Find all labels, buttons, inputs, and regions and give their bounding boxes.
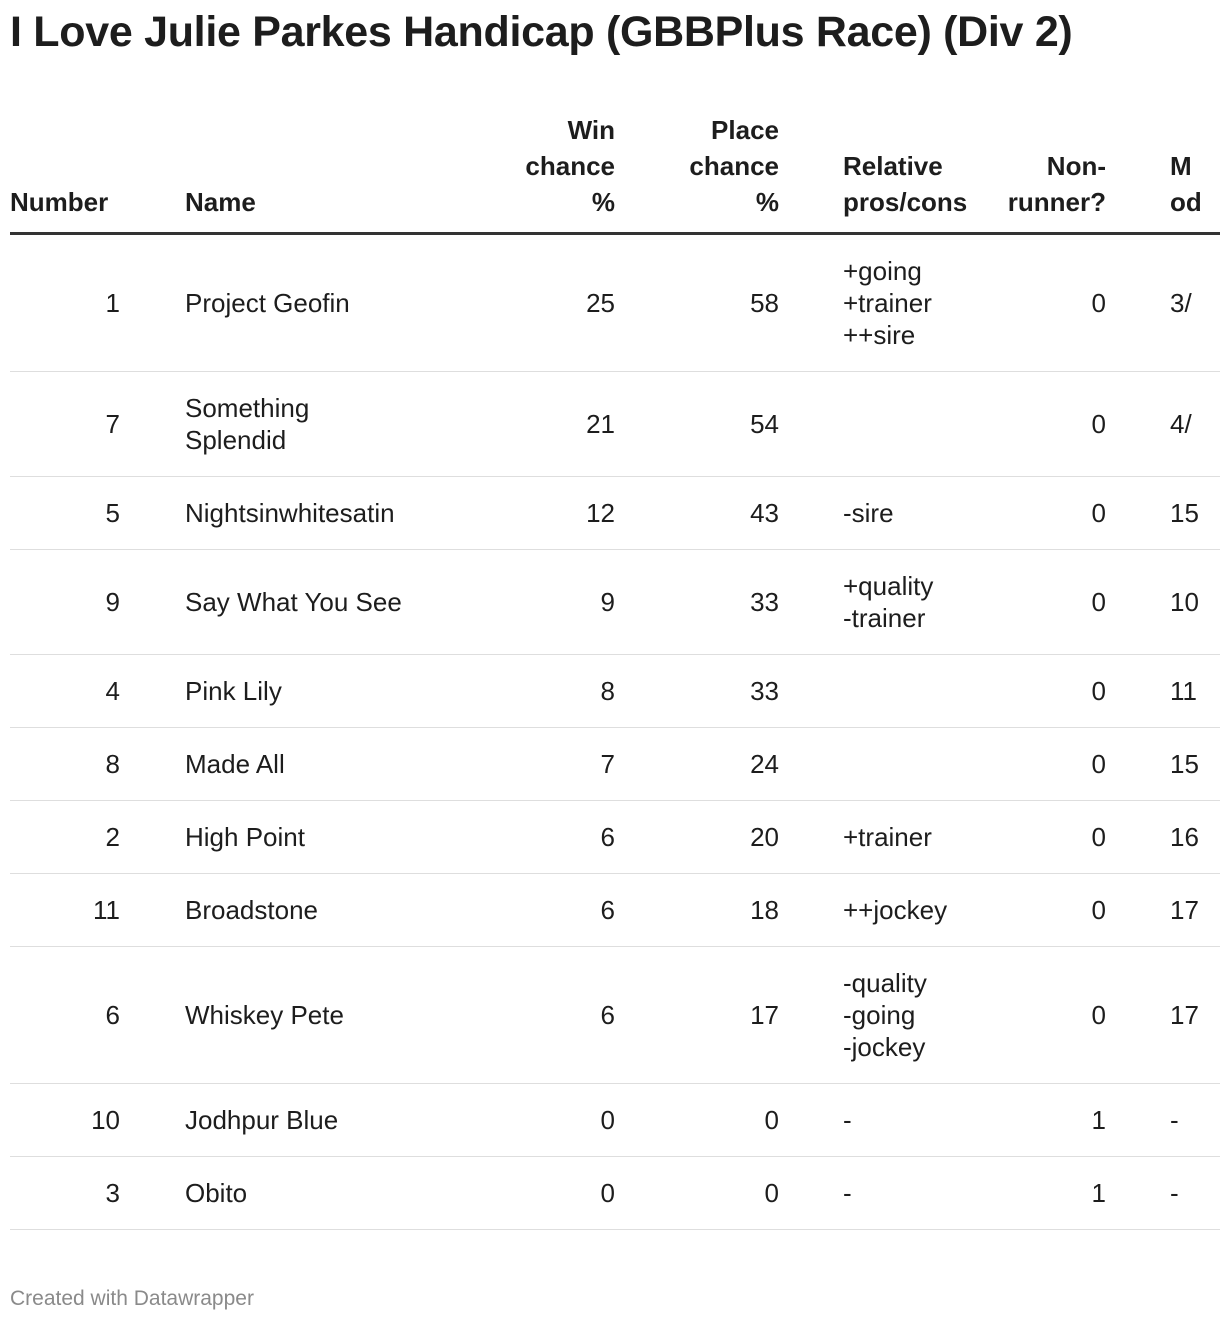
column-header-line: pros/cons <box>843 187 968 217</box>
column-header-line: od <box>1170 187 1202 217</box>
cell-nonrunner: 1 <box>959 1084 1106 1157</box>
column-header-number <box>10 112 185 234</box>
cell-number: 9 <box>10 550 185 655</box>
cell-place: 18 <box>615 874 779 947</box>
cell-relative-line: +trainer <box>843 288 932 318</box>
cell-odds: 17 <box>1106 874 1220 947</box>
cell-relative-line: +quality <box>843 571 934 601</box>
cell-name-line: Broadstone <box>185 895 318 925</box>
cell-win: 9 <box>480 550 615 655</box>
cell-name <box>185 655 480 728</box>
column-header-line: chance <box>525 151 615 181</box>
cell-win: 12 <box>480 477 615 550</box>
cell-relative-line: +trainer <box>843 822 932 852</box>
cell-name <box>185 728 480 801</box>
cell-number: 1 <box>10 234 185 372</box>
datawrapper-credit: Created with Datawrapper <box>10 1287 254 1310</box>
cell-odds: 15 <box>1106 728 1220 801</box>
cell-relative-line: +going <box>843 256 922 286</box>
cell-relative-line: -jockey <box>843 1032 926 1062</box>
header-row <box>10 112 1220 234</box>
cell-win: 6 <box>480 801 615 874</box>
cell-place: 0 <box>615 1084 779 1157</box>
cell-name-line: Whiskey Pete <box>185 1000 344 1030</box>
runners-table <box>10 112 1220 1230</box>
cell-relative-line: - <box>843 1105 852 1135</box>
column-header-name <box>185 112 480 234</box>
cell-name-line: Project Geofin <box>185 288 350 318</box>
cell-number: 11 <box>10 874 185 947</box>
cell-number: 6 <box>10 947 185 1084</box>
cell-place: 33 <box>615 550 779 655</box>
cell-place: 24 <box>615 728 779 801</box>
cell-nonrunner: 1 <box>959 1157 1106 1230</box>
cell-number: 2 <box>10 801 185 874</box>
table-row <box>10 234 1220 372</box>
cell-number: 4 <box>10 655 185 728</box>
table-row <box>10 874 1220 947</box>
cell-nonrunner: 0 <box>959 477 1106 550</box>
cell-place: 33 <box>615 655 779 728</box>
cell-name-line: Obito <box>185 1178 248 1208</box>
cell-name <box>185 947 480 1084</box>
cell-win: 6 <box>480 947 615 1084</box>
column-header-win <box>480 112 615 234</box>
table-row <box>10 1084 1220 1157</box>
cell-odds: 10 <box>1106 550 1220 655</box>
table-body <box>10 234 1220 1230</box>
cell-name <box>185 1157 480 1230</box>
cell-win: 0 <box>480 1157 615 1230</box>
cell-win: 21 <box>480 372 615 477</box>
cell-relative <box>779 372 959 477</box>
cell-win: 6 <box>480 874 615 947</box>
cell-win: 8 <box>480 655 615 728</box>
cell-relative-line: ++jockey <box>843 895 948 925</box>
column-header-nonrunner <box>959 112 1106 234</box>
cell-relative-line: -going <box>843 1000 916 1030</box>
chart-title: I Love Julie Parkes Handicap (GBBPlus Race) (Div 2) <box>10 8 1073 56</box>
cell-nonrunner: 0 <box>959 801 1106 874</box>
cell-win: 0 <box>480 1084 615 1157</box>
cell-nonrunner: 0 <box>959 655 1106 728</box>
cell-relative <box>779 550 959 655</box>
cell-number: 8 <box>10 728 185 801</box>
cell-relative-line: -trainer <box>843 603 926 633</box>
cell-odds: 15 <box>1106 477 1220 550</box>
cell-relative <box>779 874 959 947</box>
cell-odds: 4/ <box>1106 372 1220 477</box>
cell-relative <box>779 234 959 372</box>
column-header-relative <box>779 112 968 234</box>
cell-name <box>185 801 480 874</box>
cell-relative <box>779 801 959 874</box>
cell-nonrunner: 0 <box>959 372 1106 477</box>
column-header-odds <box>1106 112 1220 234</box>
cell-name-line: Something <box>185 393 310 423</box>
cell-name-line: Pink Lily <box>185 676 282 706</box>
cell-name-line: Made All <box>185 749 285 779</box>
column-header-line: Win <box>567 115 615 145</box>
cell-name-line: Nightsinwhitesatin <box>185 498 395 528</box>
table-row <box>10 1157 1220 1230</box>
cell-place: 43 <box>615 477 779 550</box>
cell-name <box>185 234 480 372</box>
cell-relative-line: -sire <box>843 498 894 528</box>
cell-odds: - <box>1106 1084 1220 1157</box>
cell-nonrunner: 0 <box>959 234 1106 372</box>
column-header-line: Place <box>711 115 779 145</box>
cell-relative-line: - <box>843 1178 852 1208</box>
cell-place: 0 <box>615 1157 779 1230</box>
cell-number: 5 <box>10 477 185 550</box>
cell-relative <box>779 477 959 550</box>
table-header <box>10 112 1220 234</box>
column-header-line: Number <box>10 187 109 217</box>
cell-nonrunner: 0 <box>959 728 1106 801</box>
cell-odds: 3/ <box>1106 234 1220 372</box>
column-header-line: chance <box>689 151 779 181</box>
runners-table-container <box>10 112 1220 1230</box>
table-row <box>10 947 1220 1084</box>
cell-place: 54 <box>615 372 779 477</box>
cell-odds: 11 <box>1106 655 1220 728</box>
cell-nonrunner: 0 <box>959 550 1106 655</box>
cell-nonrunner: 0 <box>959 947 1106 1084</box>
cell-relative <box>779 1157 959 1230</box>
table-row <box>10 728 1220 801</box>
cell-odds: - <box>1106 1157 1220 1230</box>
cell-number: 10 <box>10 1084 185 1157</box>
table-row <box>10 655 1220 728</box>
cell-relative <box>779 655 959 728</box>
cell-name-line: Say What You See <box>185 587 402 617</box>
cell-name <box>185 477 480 550</box>
column-header-line: runner? <box>1007 187 1106 217</box>
column-header-line: M <box>1170 151 1192 181</box>
column-header-line: Relative <box>843 151 943 181</box>
cell-place: 20 <box>615 801 779 874</box>
cell-place: 58 <box>615 234 779 372</box>
column-header-line: % <box>591 187 615 217</box>
cell-win: 7 <box>480 728 615 801</box>
cell-name-line: High Point <box>185 822 305 852</box>
cell-relative <box>779 728 959 801</box>
cell-name <box>185 874 480 947</box>
cell-nonrunner: 0 <box>959 874 1106 947</box>
column-header-line: Non- <box>1046 151 1106 181</box>
cell-name-line: Jodhpur Blue <box>185 1105 339 1135</box>
cell-name <box>185 372 480 477</box>
cell-relative <box>779 947 959 1084</box>
cell-name <box>185 1084 480 1157</box>
column-header-line: Name <box>185 187 256 217</box>
cell-odds: 17 <box>1106 947 1220 1084</box>
cell-number: 3 <box>10 1157 185 1230</box>
cell-relative-line: ++sire <box>843 320 916 350</box>
cell-name <box>185 550 480 655</box>
cell-number: 7 <box>10 372 185 477</box>
table-row <box>10 550 1220 655</box>
table-row <box>10 477 1220 550</box>
cell-name-line: Splendid <box>185 425 287 455</box>
column-header-place <box>615 112 779 234</box>
cell-place: 17 <box>615 947 779 1084</box>
cell-win: 25 <box>480 234 615 372</box>
table-row <box>10 801 1220 874</box>
table-row <box>10 372 1220 477</box>
cell-relative-line: -quality <box>843 968 927 998</box>
cell-odds: 16 <box>1106 801 1220 874</box>
column-header-line: % <box>755 187 779 217</box>
cell-relative <box>779 1084 959 1157</box>
